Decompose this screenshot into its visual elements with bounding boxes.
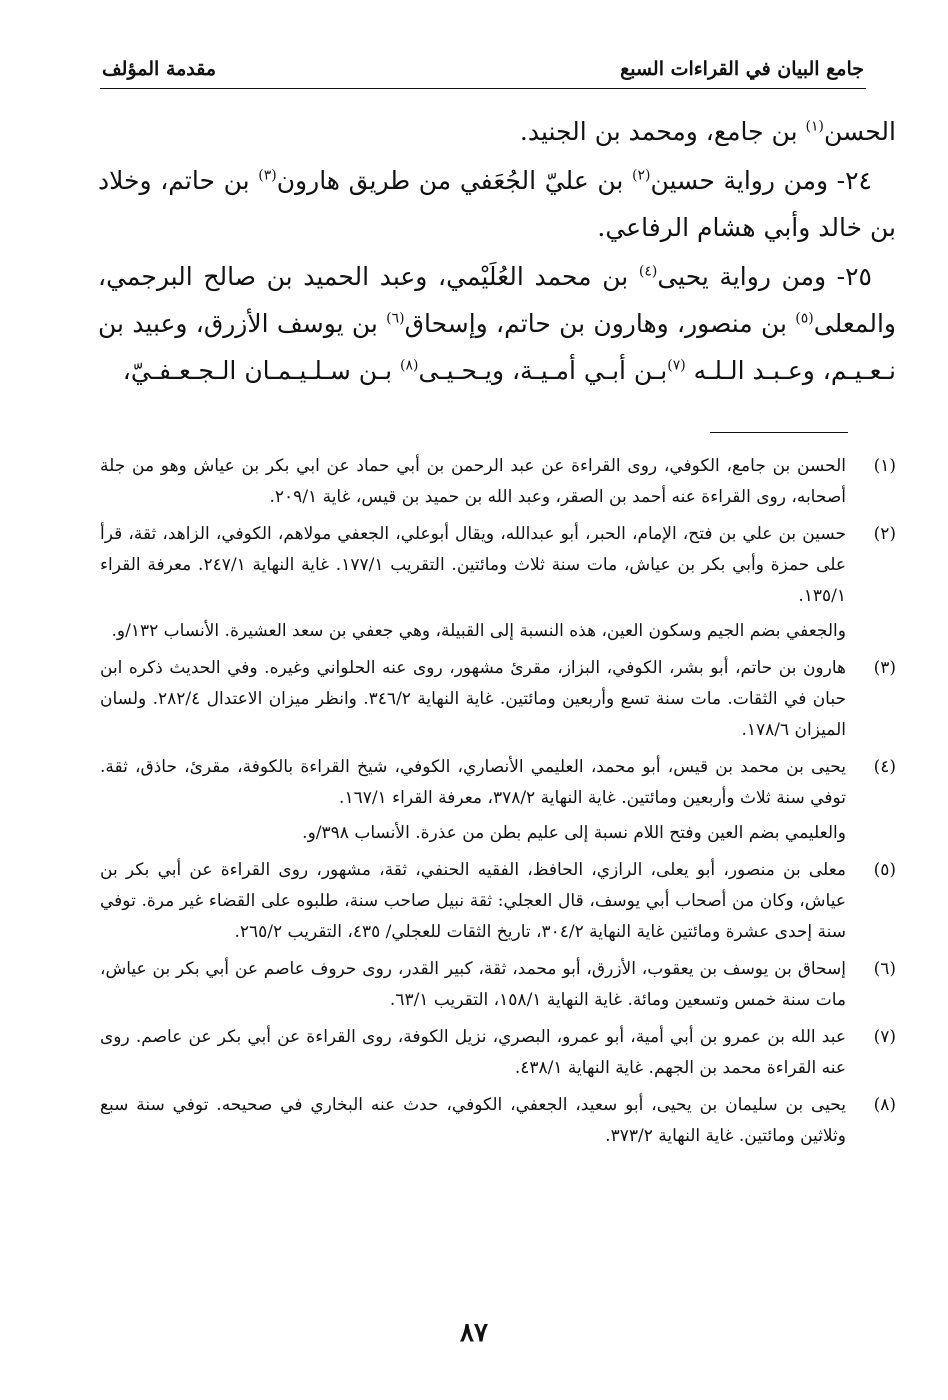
paragraph-continuation — [98, 108, 896, 155]
footnote-ref: (٥) — [795, 310, 814, 327]
text-run: بن يوسف الأزرق، وعبيد بن نـعـيـم، وعـبـد الـلـه — [98, 309, 896, 385]
text-run: ٢٤- ومن رواية حسين — [650, 166, 872, 195]
footnote-ref: (٧) — [667, 357, 686, 374]
text-run: بن حاتم، وخلاد بن خالد وأبي هشام الرفاعي. — [98, 166, 896, 242]
text-run: بـن سـلـيـمـان الـجـعـفـيّ، — [122, 356, 401, 385]
footnote-text: عبد الله بن عمرو بن أبي أمية، أبو عمرو، البصري، نزيل الكوفة، روى القراءة عن أبي بكر عن عاصم. روى عنه القراءة محمد بن الجهم. غاية النهاية ٤٣٨/١. — [100, 1027, 846, 1078]
page-number: ٨٧ — [460, 1318, 488, 1348]
footnote-number: (٤) — [873, 757, 896, 777]
footnote-number: (٧) — [873, 1027, 896, 1047]
section-title: مقدمة المؤلف — [102, 58, 217, 80]
footnote — [100, 752, 896, 849]
footnote-number: (٦) — [873, 959, 896, 979]
footnote-extra: والعليمي بضم العين وفتح اللام نسبة إلى عليم بطن من عذرة. الأنساب ٣٩٨/و. — [302, 823, 846, 843]
footnote-extra: والجعفي بضم الجيم وسكون العين، هذه النسبة إلى القبيلة، وهي جعفي بن سعد العشيرة. الأنساب ١٣٢/و. — [111, 621, 846, 641]
text-run: بن محمد العُلَيْمي، وعبد الحميد بن صالح البرجمي، والمعلى — [98, 262, 896, 338]
text-run: بن عليّ الجُعَفي من طريق هارون — [276, 166, 633, 195]
footnote — [100, 519, 896, 647]
footnote-ref: (٣) — [258, 167, 277, 184]
footnote-number: (٢) — [873, 524, 896, 544]
footnote-ref: (٨) — [400, 357, 419, 374]
footnote-ref: (٦) — [386, 310, 405, 327]
footnote-ref: (٢) — [632, 167, 651, 184]
paragraph-entry-25 — [98, 253, 896, 394]
footnote — [100, 954, 896, 1016]
footnote-number: (٣) — [873, 658, 896, 678]
footnote-text: هارون بن حاتم، أبو بشر، الكوفي، البزاز، مقرئ مشهور، روى عنه الحلواني وغيره. وفي الحديث ذكره ابن حبان في الثقات. مات سنة تسع وأربعين ومائتين. غاية النهاية ٣٤٦/٢. وانظر ميزان الاعتدال ٢٨٢/٤. ولسان الميزان ١٧٨/٦. — [100, 658, 846, 740]
footnote-text: معلى بن منصور، أبو يعلى، الرازي، الحافظ، الفقيه الحنفي، ثقة، مشهور، روى القراءة عن أبي بكر بن عياش، وكان من أصحاب أبي يوسف، قال العجلي: ثقة نبيل صاحب سنة، طلبوه على القضاء غير مرة. توفي سنة إحدى عشرة ومائتين غاية النهاية ٣٠٤/٢، تاريخ الثقات للعجلي/ ٤٣٥، التقريب ٢٦٥/٢. — [100, 860, 846, 942]
footnote-text: حسين بن علي بن فتح، الإمام، الحبر، أبو عبدالله، ويقال أبوعلي، الجعفي مولاهم، الكوفي، الزاهد، ثقة، قرأ على حمزة وأبي بكر بن عياش، مات سنة ثلاث ومائتين. التقريب ١٧٧/١. غاية النهاية ٢٤٧/١. معرفة القراء ١٣٥/١. — [100, 524, 846, 606]
text-run: بن منصور، وهارون بن حاتم، وإسحاق — [404, 309, 796, 338]
footnote-text: يحيى بن محمد بن قيس، أبو محمد، العليمي الأنصاري، الكوفي، شيخ القراءة بالكوفة، مقرئ، حاذق، ثقة. توفي سنة ثلاث وأربعين ومائتين. غاية النهاية ٣٧٨/٢، معرفة القراء ١٦٧/١. — [100, 757, 846, 808]
footnote-number: (٥) — [873, 860, 896, 880]
footnote-text: الحسن بن جامع، الكوفي، روى القراءة عن عبد الرحمن بن أبي حماد عن ابي بكر بن عياش وهو من جلة أصحابه، روى القراءة عنه أحمد بن الصقر، وعبد الله بن حميد بن قيس، غاية ٢٠٩/١. — [100, 456, 846, 507]
footnote-separator — [710, 432, 848, 433]
paragraph-entry-24 — [98, 157, 896, 251]
footnote — [100, 653, 896, 746]
running-header — [100, 58, 866, 89]
footnotes — [100, 451, 896, 1158]
footnote-ref: (٤) — [638, 263, 658, 280]
main-text — [98, 108, 896, 394]
text-run: بن جامع، ومحمد بن الجنيد. — [519, 117, 806, 146]
book-title: جامع البيان في القراءات السبع — [620, 58, 864, 80]
footnote — [100, 855, 896, 948]
footnote — [100, 1022, 896, 1084]
footnote-text: إسحاق بن يوسف بن يعقوب، الأزرق، أبو محمد، ثقة، كبير القدر، روى حروف عاصم عن أبي بكر بن عياش، مات سنة خمس وتسعين ومائة. غاية النهاية ١٥٨/١، التقريب ٦٣/١. — [100, 959, 846, 1010]
footnote — [100, 451, 896, 513]
text-run: الحسن — [823, 117, 896, 146]
footnote — [100, 1090, 896, 1152]
footnote-ref: (١) — [805, 118, 824, 135]
footnote-number: (٨) — [873, 1095, 896, 1115]
text-run: ٢٥- ومن رواية يحيى — [657, 262, 872, 291]
footnote-text: يحيى بن سليمان بن يحيى، أبو سعيد، الجعفي، الكوفي، حدث عنه البخاري في صحيحه. توفي سنة سبع وثلاثين ومائتين. غاية النهاية ٣٧٣/٢. — [100, 1095, 846, 1146]
text-run: بـن أبـي أمـيـة، ويـحـيـى — [418, 356, 668, 385]
footnote-number: (١) — [873, 456, 896, 476]
